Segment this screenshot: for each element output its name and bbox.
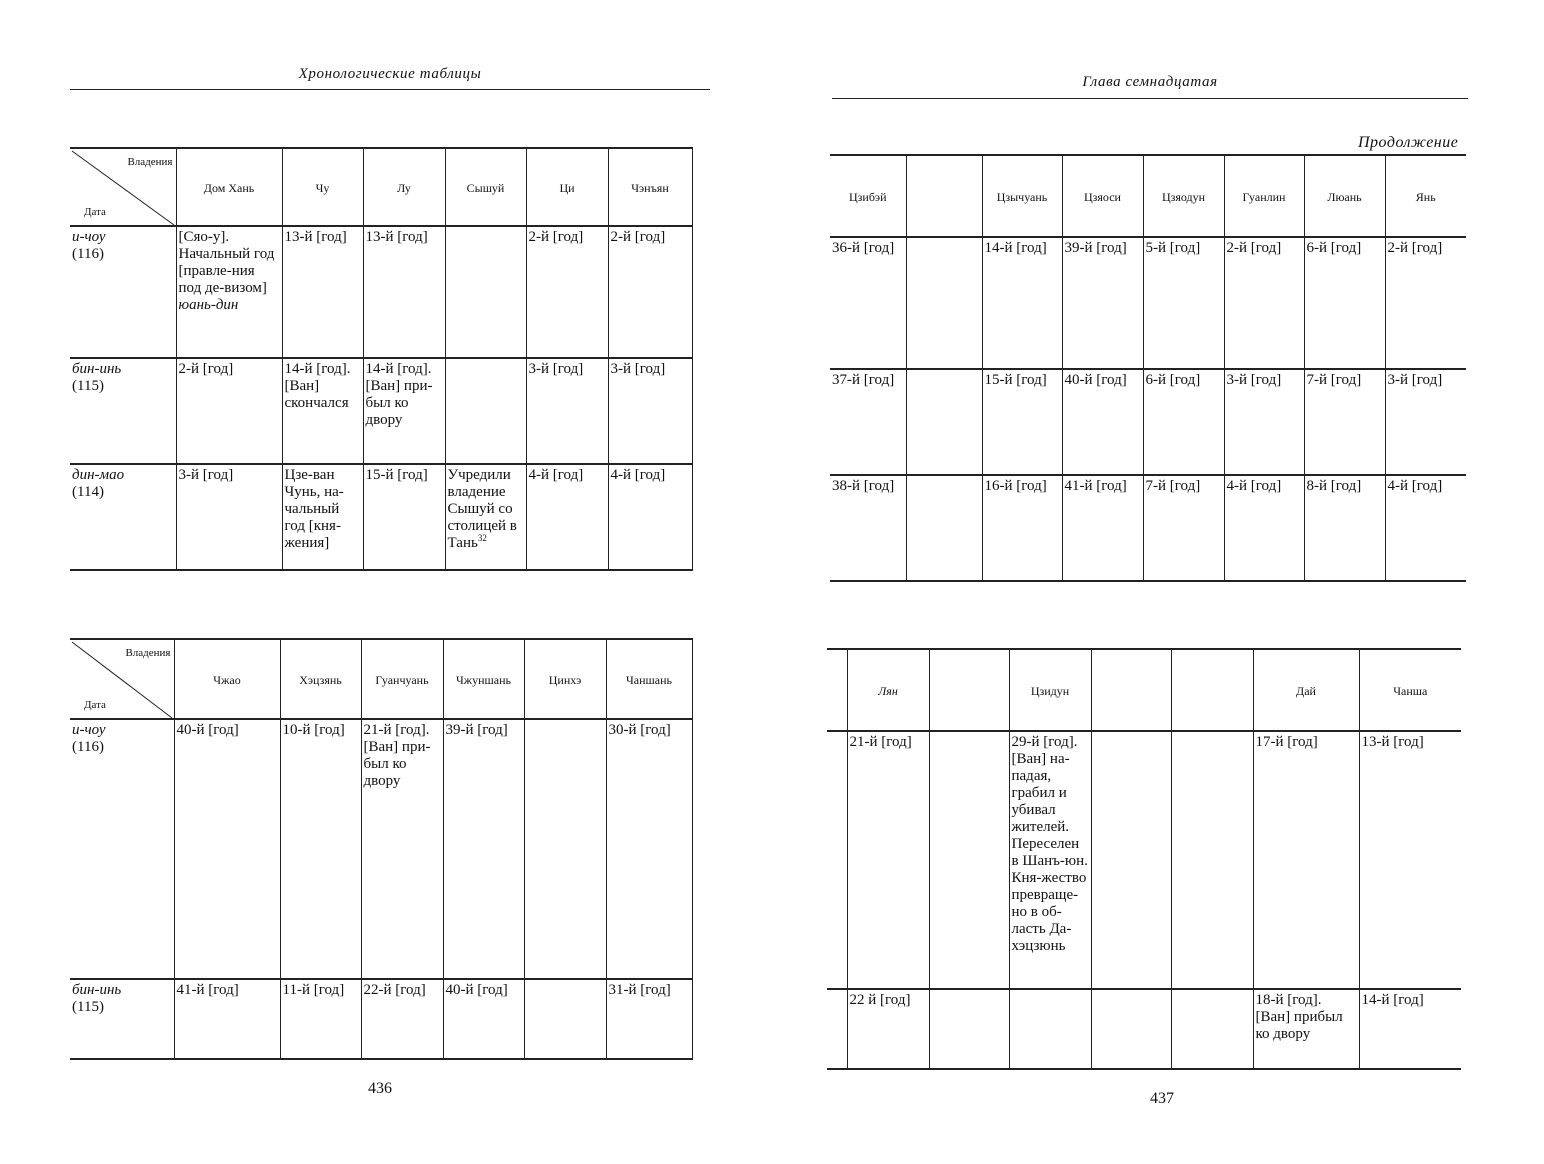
column-header: Цзяодун <box>1143 155 1224 237</box>
table-row <box>830 369 1466 475</box>
head-rule <box>70 89 710 90</box>
table-cell: 8-й [год] <box>1304 475 1385 581</box>
table-cell: 22 й [год] <box>847 989 929 1069</box>
table-cell: 5-й [год] <box>1143 237 1224 369</box>
corner-label-domains: Владения <box>127 156 173 168</box>
column-header: Лу <box>363 148 445 226</box>
table-row <box>830 237 1466 369</box>
table-cell: 3-й [год] <box>1224 369 1304 475</box>
table-cell: 38-й [год] <box>832 478 895 494</box>
column-header: Чанша <box>1359 649 1461 731</box>
table-cell <box>524 979 606 1059</box>
footnote-ref: 32 <box>477 533 487 543</box>
date-cell <box>70 979 174 1059</box>
table-cell: 13-й [год] <box>363 226 445 358</box>
table-cell: 7-й [год] <box>1304 369 1385 475</box>
date-cell <box>70 358 176 464</box>
table-cell: 3-й [год] <box>176 464 282 570</box>
date-cell <box>70 226 176 358</box>
column-header: Цзяоси <box>1062 155 1143 237</box>
table-row <box>830 475 1466 581</box>
table-row <box>70 719 692 979</box>
corner-label-date: Дата <box>84 699 106 711</box>
table-cell: 6-й [год] <box>1304 237 1385 369</box>
table-cell: 14-й [год]. [Ван] скончался <box>282 358 363 464</box>
cyclical-date: и-чоу <box>72 229 106 245</box>
table-cell: 4-й [год] <box>526 464 608 570</box>
table-cell: 37-й [год] <box>830 369 906 475</box>
right-page <box>772 0 1544 1164</box>
table-cell: 22-й [год] <box>361 979 443 1059</box>
table-cell <box>1091 731 1171 989</box>
table-cell: 21-й [год] <box>847 731 929 989</box>
year-bc: (114) <box>72 484 104 500</box>
year-bc: (115) <box>72 999 104 1015</box>
table-cell: 40-й [год] <box>443 979 524 1059</box>
page-number: 437 <box>1150 1090 1174 1107</box>
year-bc: (116) <box>72 246 104 262</box>
cell-text: [Сяо-у]. Начальный год [правле-ния под де-визом] <box>178 229 275 296</box>
table-header-row <box>70 148 692 226</box>
column-header: Цзычуань <box>982 155 1062 237</box>
table-row <box>70 464 692 570</box>
left-page <box>0 0 760 1164</box>
page-number: 436 <box>368 1080 392 1097</box>
table-cell: 40-й [год] <box>174 719 280 979</box>
table-cell <box>1171 989 1253 1069</box>
table-cell: Цзе-ван Чунь, на-чальный год [кня-жения] <box>282 464 363 570</box>
table-header-row <box>827 649 1461 731</box>
column-header: Цинхэ <box>524 639 606 719</box>
column-header: Цзидун <box>1009 649 1091 731</box>
column-header <box>929 649 1009 731</box>
table-cell <box>906 369 982 475</box>
table-cell <box>1091 989 1171 1069</box>
column-header <box>906 155 982 237</box>
column-header: Цзибэй <box>830 155 906 237</box>
running-head: Хронологические таблицы <box>298 66 482 82</box>
table-cell: 41-й [год] <box>1062 475 1143 581</box>
column-header: Чжао <box>174 639 280 719</box>
table-cell: 2-й [год] <box>176 358 282 464</box>
table-cell <box>906 475 982 581</box>
table-cell: 2-й [год] <box>1224 237 1304 369</box>
table-cell: 2-й [год] <box>608 226 692 358</box>
continued-label: Продолжение <box>1358 134 1459 151</box>
table-cell <box>906 237 982 369</box>
table-cell: 4-й [год] <box>608 464 692 570</box>
cell-text: Учредили владение Сышуй со столицей в Тань <box>447 467 517 551</box>
table-cell: 30-й [год] <box>606 719 692 979</box>
table-cell: 4-й [год] <box>1385 475 1466 581</box>
table-header-row <box>830 155 1466 237</box>
table-cell <box>929 731 1009 989</box>
table-cell: 40-й [год] <box>1062 369 1143 475</box>
column-header: Чу <box>282 148 363 226</box>
date-cell <box>70 719 174 979</box>
table-cell: 15-й [год] <box>363 464 445 570</box>
column-header: Сышуй <box>445 148 526 226</box>
table-row <box>70 358 692 464</box>
table-cell: 21-й [год]. [Ван] при-был ко двору <box>361 719 443 979</box>
running-head: Глава семнадцатая <box>1082 74 1218 90</box>
table-cell: 17-й [год] <box>1253 731 1359 989</box>
table-cell <box>445 358 526 464</box>
cyclical-date: и-чоу <box>72 722 106 738</box>
column-header: Лян <box>847 649 929 731</box>
table-cell: 36-й [год] <box>830 237 906 369</box>
year-bc: (116) <box>72 739 104 755</box>
table-cell: 14-й [год] <box>1359 989 1461 1069</box>
column-header: Хэцзянь <box>280 639 361 719</box>
head-rule <box>832 98 1468 99</box>
table-cell: 41-й [год] <box>174 979 280 1059</box>
table-cell <box>445 226 526 358</box>
table-cell <box>929 989 1009 1069</box>
table-cell: 31-й [год] <box>606 979 692 1059</box>
table-cell: 2-й [год] <box>1385 237 1466 369</box>
table-row <box>827 989 1461 1069</box>
chronology-table-2 <box>70 638 693 1060</box>
table-header-row <box>70 639 692 719</box>
table-cell <box>176 226 282 358</box>
table-cell <box>445 464 526 570</box>
column-header: Дай <box>1253 649 1359 731</box>
table-cell: 39-й [год] <box>443 719 524 979</box>
reign-motto: юань-дин <box>178 297 239 313</box>
column-header: Чэнъян <box>608 148 692 226</box>
table-cell: 4-й [год] <box>1224 475 1304 581</box>
date-cell <box>70 464 176 570</box>
corner-label-date: Дата <box>84 206 106 218</box>
column-header: Чаншань <box>606 639 692 719</box>
table-cell <box>524 719 606 979</box>
table-cell: 6-й [год] <box>1143 369 1224 475</box>
chronology-table-continued <box>830 154 1466 582</box>
table-row <box>827 731 1461 989</box>
column-header: Чжуншань <box>443 639 524 719</box>
table-cell: 11-й [год] <box>280 979 361 1059</box>
table-cell: 29-й [год]. [Ван] на-падая, грабил и убивал жителей. Переселен в Шанъ-юн. Кня-жество превраще-но в об-ласть Да-хэцзюнь <box>1009 731 1091 989</box>
corner-cell <box>70 639 174 719</box>
table-cell: 3-й [год] <box>608 358 692 464</box>
table-cell: 2-й [год] <box>526 226 608 358</box>
corner-cell <box>70 148 176 226</box>
column-header: Янь <box>1385 155 1466 237</box>
table-cell: 16-й [год] <box>982 475 1062 581</box>
cyclical-date: бин-инь <box>72 361 122 377</box>
table-cell: 3-й [год] <box>526 358 608 464</box>
table-cell: 10-й [год] <box>280 719 361 979</box>
corner-label-domains: Владения <box>125 647 171 659</box>
cyclical-date: бин-инь <box>72 982 122 998</box>
table-cell: 3-й [год] <box>1385 369 1466 475</box>
table-cell: 13-й [год] <box>1359 731 1461 989</box>
column-header: Гуанчуань <box>361 639 443 719</box>
chronology-table-continued-2 <box>827 648 1461 1070</box>
table-row <box>70 226 692 358</box>
margin-cell <box>827 731 847 989</box>
column-header: Ци <box>526 148 608 226</box>
column-header: Люань <box>1304 155 1385 237</box>
table-cell: 15-й [год] <box>982 369 1062 475</box>
column-header <box>1091 649 1171 731</box>
year-bc: (115) <box>72 378 104 394</box>
cyclical-date: дин-мао <box>72 467 125 483</box>
table-cell: 18-й [год]. [Ван] прибыл ко двору <box>1253 989 1359 1069</box>
table-cell: 14-й [год]. [Ван] при-был ко двору <box>363 358 445 464</box>
margin-cell <box>827 649 847 731</box>
column-header: Гуанлин <box>1224 155 1304 237</box>
column-header: Дом Хань <box>176 148 282 226</box>
table-row <box>70 979 692 1059</box>
table-cell: 7-й [год] <box>1143 475 1224 581</box>
chronology-table-1 <box>70 147 693 571</box>
column-header <box>1171 649 1253 731</box>
table-cell <box>1171 731 1253 989</box>
margin-cell <box>827 989 847 1069</box>
table-cell <box>1009 989 1091 1069</box>
table-cell: 14-й [год] <box>982 237 1062 369</box>
table-cell: 39-й [год] <box>1062 237 1143 369</box>
table-cell: 13-й [год] <box>282 226 363 358</box>
